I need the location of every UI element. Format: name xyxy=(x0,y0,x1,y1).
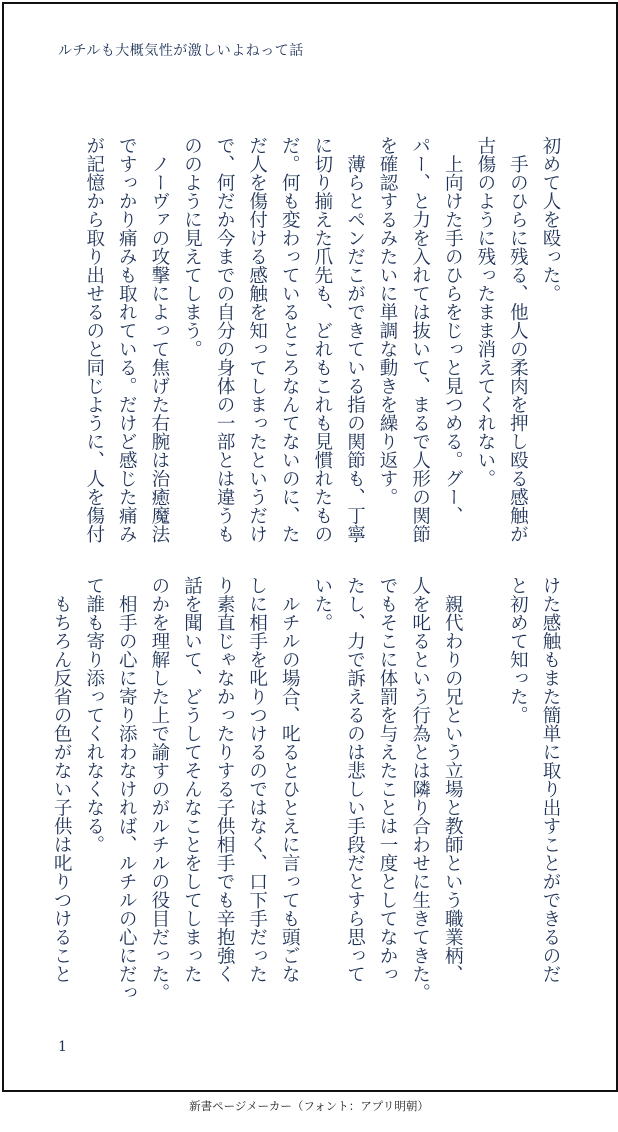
text-line: 人を叱るという行為とは隣り合わせに生きてきた。 xyxy=(409,576,431,1002)
text-line: 相手の心に寄り添わなければ、ルチルの心にだっ xyxy=(116,576,138,1002)
text-line: 話を聞いて、どうしてそんなことをしてしまった xyxy=(181,576,203,983)
text-line: だ人を傷付ける感触を知ってしまったというだけ xyxy=(246,136,268,543)
text-line: けた感触もまた簡単に取り出すことができるのだ xyxy=(540,576,561,983)
page-number: 1 xyxy=(58,1039,67,1055)
blank-line xyxy=(468,576,501,1006)
footer-credit: 新書ページメーカー（フォント：アプリ明朝） xyxy=(189,1099,429,1113)
text-line: が記憶から取り出せるのと同じように、人を傷付 xyxy=(83,136,105,543)
text-line: パー、と力を入れては抜いて、まるで人形の関節 xyxy=(409,136,431,543)
text-line: て誰も寄り添ってくれなくなる。 xyxy=(83,576,105,854)
text-line: 親代わりの兄という立場と教師という職業柄、 xyxy=(442,576,464,983)
text-line: 上向けた手のひらをじっと見つめる。グー、 xyxy=(442,136,464,525)
text-line: 薄らとペンだこができている指の関節も、丁寧 xyxy=(344,136,366,543)
text-line: もちろん反省の色がない子供は叱りつけること xyxy=(51,576,73,983)
text-block-lower xyxy=(51,576,566,1006)
text-line: 古傷のように残ったまま消えてくれない。 xyxy=(474,136,496,488)
text-line: に切り揃えた爪先も、どれもこれも見慣れたもの xyxy=(311,136,333,543)
page-frame xyxy=(2,2,618,1092)
text-line: ルチルの場合、叱るとひとえに言っても頭ごな xyxy=(279,576,301,983)
text-line: り素直じゃなかったりする子供相手でも辛抱強く xyxy=(214,576,236,983)
text-line: ののように見えてしまう。 xyxy=(181,136,203,358)
text-line: いた。 xyxy=(311,576,333,632)
text-line: 初めて人を殴った。 xyxy=(540,136,561,303)
text-line: 手のひらに残る、他人の柔肉を押し殴る感触が xyxy=(507,136,529,543)
text-line: のかを理解した上で諭すのがルチルの役目だった。 xyxy=(148,576,170,1002)
text-line: を確認するみたいに単調な動きを繰り返す。 xyxy=(377,136,399,506)
text-line: でもそこに体罰を与えたことは一度としてなかっ xyxy=(377,576,399,983)
text-block-upper xyxy=(54,136,566,566)
text-line: だ。何も変わっているところなんてないのに、た xyxy=(279,136,301,543)
text-line: しに相手を叱りつけるのではなく、口下手だった xyxy=(246,576,268,983)
text-line: ノーヴァの攻撃によって焦げた右腕は治癒魔法 xyxy=(148,136,170,543)
text-line: たし、力で訴えるのは悲しい手段だとすら思って xyxy=(344,576,366,983)
text-line: で、何だか今までの自分の身体の一部とは違うも xyxy=(214,136,236,543)
text-line: ですっかり痛みも取れている。だけど感じた痛み xyxy=(116,136,138,543)
text-line: と初めて知った。 xyxy=(507,576,529,724)
running-head-title: ルチルも大概気性が激しいよねって話 xyxy=(58,43,304,59)
